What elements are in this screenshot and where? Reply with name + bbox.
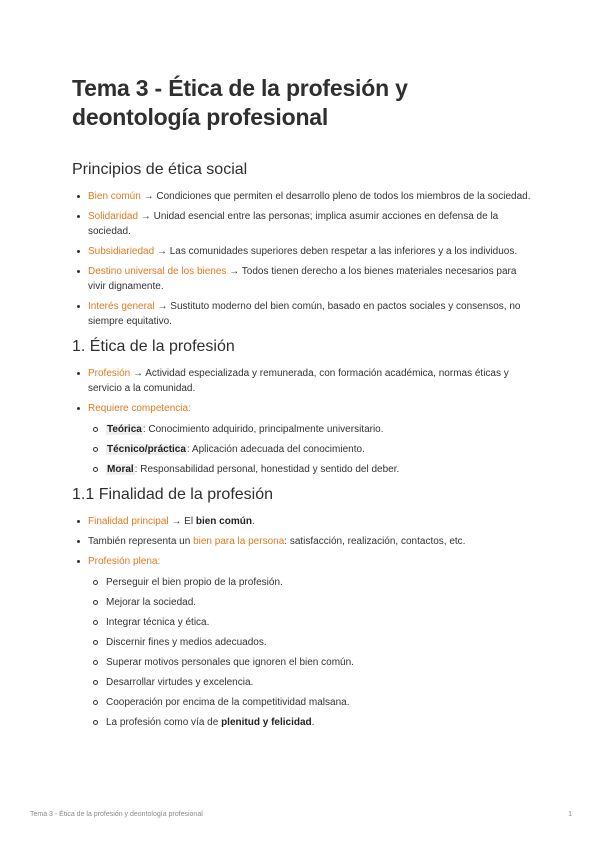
sublist-item: Discernir fines y medios adecuados. <box>88 635 532 650</box>
ethics-list <box>72 366 532 477</box>
sublist-item: Cooperación por encima de la competitividad malsana. <box>88 695 532 710</box>
term: Finalidad principal <box>88 516 169 527</box>
page-title: Tema 3 - Ética de la profesión y deontología profesional <box>72 75 408 130</box>
page-number: 1 <box>568 811 572 818</box>
highlighted-term: Teórica <box>107 424 142 435</box>
full-profession-sublist <box>88 575 532 730</box>
sublist-item: La profesión como vía de plenitud y felicidad. <box>88 715 532 730</box>
list-item <box>72 401 532 477</box>
term: bien para la persona <box>193 536 285 547</box>
list-item: Profesión → Actividad especializada y remunerada, con formación académica, normas éticas y servicio a la comunidad. <box>72 366 532 396</box>
sublist-item: Desarrollar virtudes y excelencia. <box>88 675 532 690</box>
term: Profesión plena: <box>88 556 161 567</box>
sublist-item: Técnico/práctica: Aplicación adecuada del conocimiento. <box>88 442 532 457</box>
section-heading-ethics: 1. Ética de la profesión <box>72 338 235 355</box>
list-item: Destino universal de los bienes → Todos tienen derecho a los bienes materiales necesarios para vivir dignamente. <box>72 264 532 294</box>
principles-list <box>72 189 532 329</box>
sublist-item: Integrar técnica y ética. <box>88 615 532 630</box>
term: Solidaridad <box>88 211 139 222</box>
term: Bien común <box>88 191 141 202</box>
list-item: También representa un bien para la persona: satisfacción, realización, contactos, etc. <box>72 534 532 549</box>
footer-title: Tema 3 - Ética de la profesión y deontología profesional <box>30 811 203 818</box>
competence-sublist <box>88 422 532 477</box>
term: Profesión <box>88 368 131 379</box>
list-item: Bien común → Condiciones que permiten el desarrollo pleno de todos los miembros de la sociedad. <box>72 189 532 204</box>
list-item: Solidaridad → Unidad esencial entre las personas; implica asumir acciones en defensa de la sociedad. <box>72 209 532 239</box>
section-heading-purpose: 1.1 Finalidad de la profesión <box>72 486 274 503</box>
sublist-item: Moral: Responsabilidad personal, honestidad y sentido del deber. <box>88 462 532 477</box>
sublist-item: Teórica: Conocimiento adquirido, principalmente universitario. <box>88 422 532 437</box>
sublist-item: Perseguir el bien propio de la profesión. <box>88 575 532 590</box>
term: Destino universal de los bienes <box>88 266 227 277</box>
list-item: Subsidiariedad → Las comunidades superiores deben respetar a las inferiores y a los individuos. <box>72 244 532 259</box>
list-item: Interés general → Sustituto moderno del bien común, basado en pactos sociales y consensos, no siempre equitativo. <box>72 299 532 329</box>
sublist-item: Mejorar la sociedad. <box>88 595 532 610</box>
sublist-item: Superar motivos personales que ignoren el bien común. <box>88 655 532 670</box>
highlighted-term: Técnico/práctica <box>107 444 186 455</box>
term: Subsidiariedad <box>88 246 155 257</box>
page-footer <box>30 811 572 818</box>
list-item: Finalidad principal → El bien común. <box>72 514 532 529</box>
document-page <box>72 74 532 735</box>
list-item <box>72 554 532 730</box>
term: Requiere competencia: <box>88 403 191 414</box>
purpose-list <box>72 514 532 730</box>
term: Interés general <box>88 301 155 312</box>
highlighted-term: Moral <box>107 464 134 475</box>
section-heading-principles: Principios de ética social <box>72 161 248 178</box>
